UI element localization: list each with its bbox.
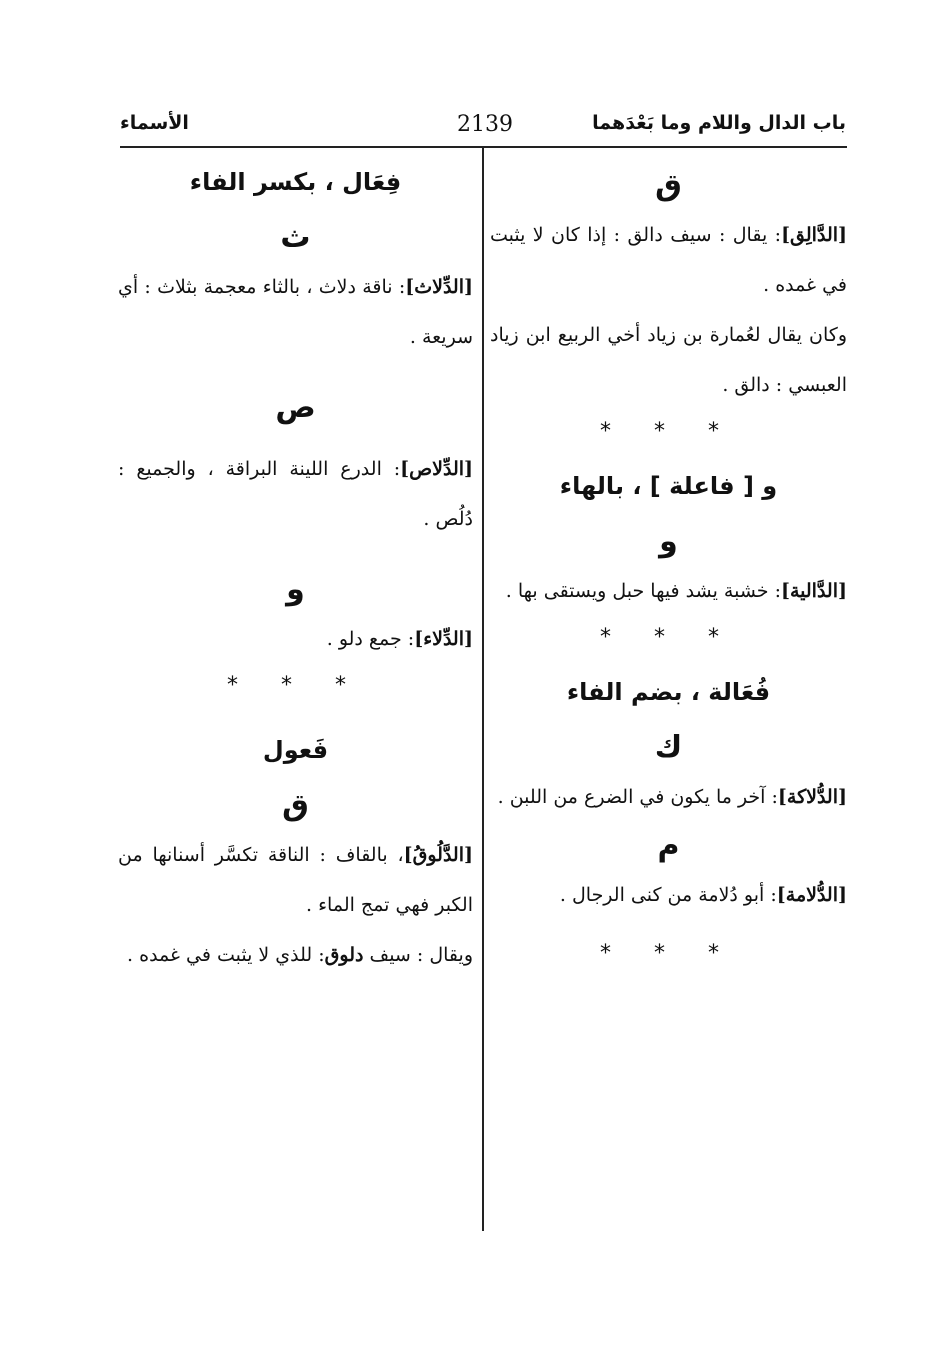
letter-heading-waw: و [659, 524, 678, 559]
section-heading-faila: و [ فاعلة ] ، بالهاء [559, 472, 778, 500]
right-column [490, 150, 847, 976]
headword: [الدَّالِق] [781, 224, 847, 246]
definition: : ناقة دلاث ، بالثاء معجمة بثلاث : أي سريعة . [118, 276, 473, 348]
letter-heading-kaf: ك [654, 730, 683, 765]
headword: [الدُّلاكة] [777, 786, 847, 808]
letter-heading-sad: ص [275, 390, 316, 425]
entry-dulama [490, 870, 847, 920]
letter-heading-mim: م [657, 828, 680, 863]
headword: [الدَّالية] [780, 580, 847, 602]
definition: : جمع دلو . [326, 628, 415, 650]
running-header-chapter: باب الدال واللام وما بَعْدَهما [592, 112, 846, 134]
headword: [الدِّلاص] [400, 458, 473, 480]
section-separator: * * * [600, 941, 737, 966]
entry-daluq-sword [118, 930, 473, 980]
entry-dilas [118, 444, 473, 544]
entry-daluq [118, 830, 473, 930]
letter-heading-qaf: ق [282, 788, 309, 823]
definition: : الدرع اللينة البراقة ، والجميع : دُلُص . [118, 458, 473, 530]
headword: [الدُّلامة] [776, 884, 847, 906]
entry-dila [118, 614, 473, 664]
definition: : للذي لا يثبت في غمده . [127, 944, 325, 966]
section-separator: * * * [227, 673, 364, 698]
section-separator: * * * [600, 419, 737, 444]
headword: [الدَّلُوقُ] [403, 844, 473, 866]
definition: ، بالقاف : الناقة تكسَّر أسنانها من الكبر فهي تمج الماء . [118, 844, 473, 916]
definition: : أبو دُلامة من كنى الرجال . [559, 884, 777, 906]
definition: : آخر ما يكون في الضرع من اللبن . [497, 786, 778, 808]
entry-dilath [118, 262, 473, 362]
headword: [الدِّلاث] [405, 276, 473, 298]
page-number: 2139 [457, 112, 513, 137]
letter-heading-tha: ث [280, 220, 311, 255]
headword: [الدِّلاء] [414, 628, 473, 650]
section-heading-faul: فَعول [262, 736, 329, 764]
left-column [118, 150, 473, 980]
letter-heading-waw: و [286, 572, 305, 607]
section-heading-fuala: فُعَالة ، بضم الفاء [566, 678, 771, 706]
definition: : خشبة يشد فيها حبل ويستقى بها . [505, 580, 781, 602]
headword: دلوق [324, 944, 364, 966]
definition-prefix: ويقال : سيف [363, 944, 473, 966]
running-header-section: الأسماء [120, 112, 189, 134]
section-separator: * * * [600, 625, 737, 650]
column-divider [482, 146, 484, 1231]
definition: : يقال : سيف دالق : إذا كان لا يثبت في غمده . [490, 224, 847, 296]
entry-daliq [490, 210, 847, 310]
entry-daliya [490, 566, 847, 616]
letter-heading-qaf: ق [655, 168, 682, 203]
entry-daliq-note: وكان يقال لعُمارة بن زياد أخي الربيع ابن زياد العبسي : دالق . [490, 324, 847, 396]
entry-dulaka [490, 772, 847, 822]
section-heading-fial: فِعَال ، بكسر الفاء [189, 168, 402, 196]
